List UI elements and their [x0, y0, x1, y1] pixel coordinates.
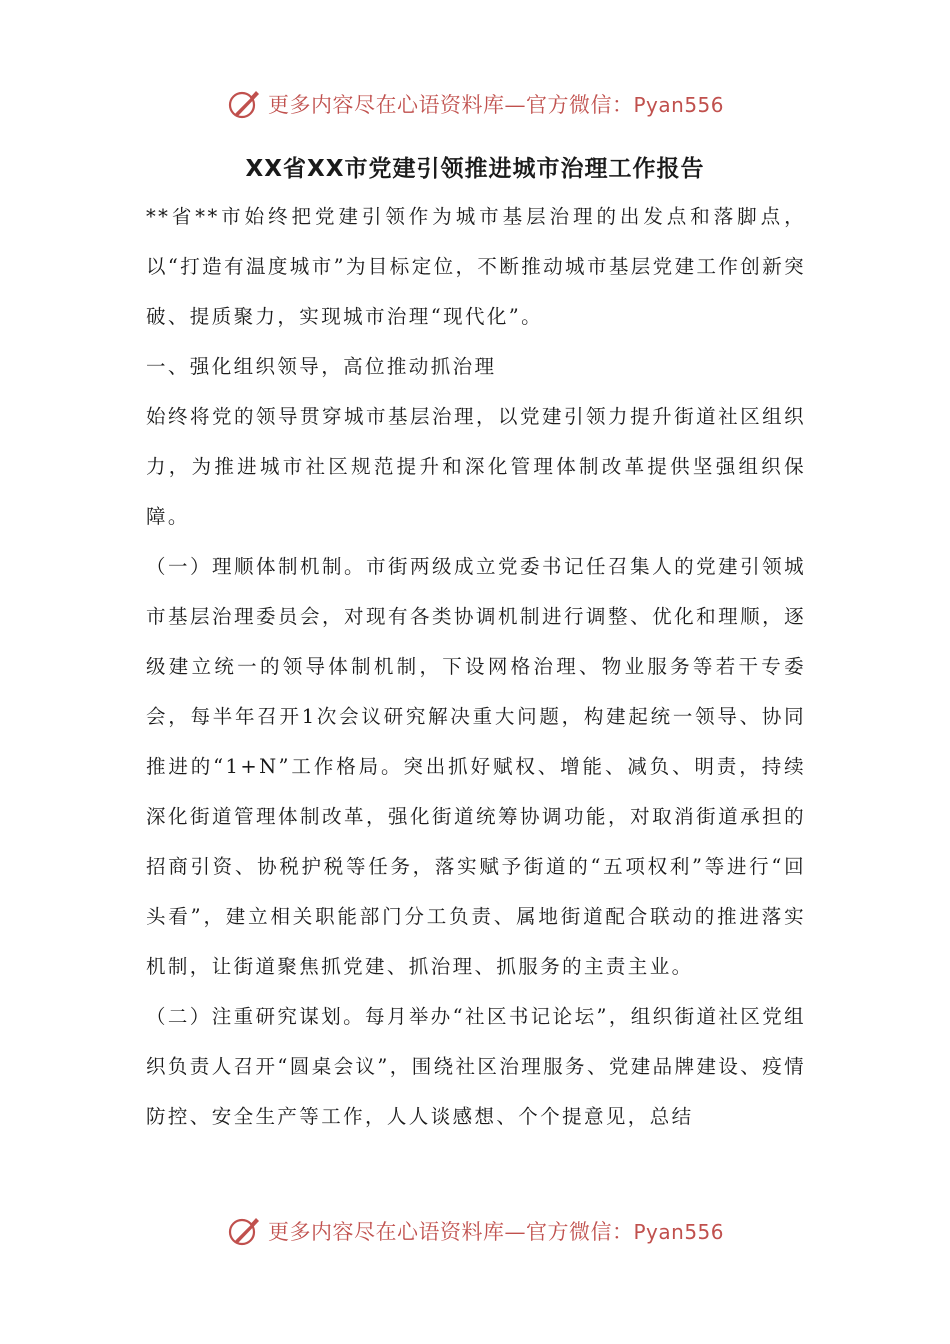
- item-one-paragraph: （一）理顺体制机制。市街两级成立党委书记任召集人的党建引领城市基层治理委员会，对现有各类协调机制进行调整、优化和理顺，逐级建立统一的领导体制机制，下设网格治理、物业服务等若干专委会，每半年召开1次会议研究解决重大问题，构建起统一领导、协同推进的“1+N”工作格局。突出抓好赋权、增能、减负、明责，持续深化街道管理体制改革，强化街道统筹协调功能，对取消街道承担的招商引资、协税护税等任务，落实赋予街道的“五项权利”等进行“回头看”，建立相关职能部门分工负责、属地街道配合联动的推进落实机制，让街道聚焦抓党建、抓治理、抓服务的主责主业。: [146, 555, 806, 978]
- watermark-footer: [0, 1211, 950, 1251]
- watermark-text: 更多内容尽在心语资料库—官方微信：Pyan556: [267, 93, 724, 117]
- quill-logo-icon: [226, 86, 262, 122]
- section-intro-paragraph: 始终将党的领导贯穿城市基层治理，以党建引领力提升街道社区组织力，为推进城市社区规范提升和深化管理体制改革提供坚强组织保障。: [146, 405, 806, 528]
- section-heading: 一、强化组织领导，高位推动抓治理: [146, 355, 497, 378]
- quill-logo-icon: [226, 1213, 262, 1249]
- document-title: XX省XX市党建引领推进城市治理工作报告: [245, 156, 705, 182]
- item-two-paragraph: （二）注重研究谋划。每月举办“社区书记论坛”，组织街道社区党组织负责人召开“圆桌会议”，围绕社区治理服务、党建品牌建设、疫情防控、安全生产等工作，人人谈感想、个个提意见，总结: [146, 1005, 806, 1128]
- intro-paragraph: **省**市始终把党建引领作为城市基层治理的出发点和落脚点，以“打造有温度城市”为目标定位，不断推动城市基层党建工作创新突破、提质聚力，实现城市治理“现代化”。: [146, 205, 806, 328]
- document-body: [146, 192, 806, 1142]
- watermark-header: [0, 84, 950, 124]
- watermark-text: 更多内容尽在心语资料库—官方微信：Pyan556: [267, 1220, 724, 1244]
